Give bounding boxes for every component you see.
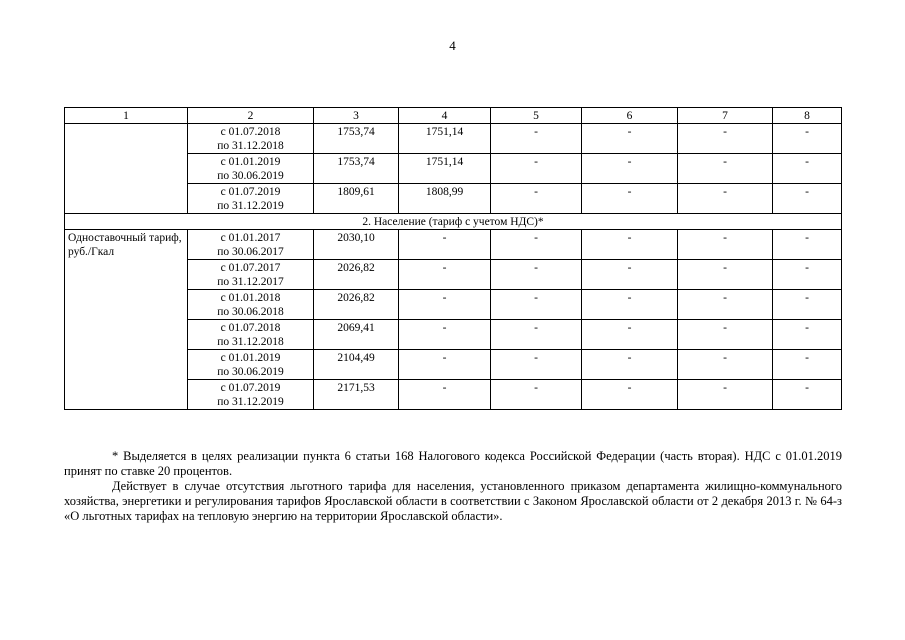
header-cell: 8 — [773, 108, 842, 124]
tariff-table — [64, 107, 842, 410]
value-cell-c6: - — [582, 380, 678, 410]
value-cell-c6: - — [582, 154, 678, 184]
value-cell-c5: - — [491, 230, 582, 260]
value-cell-c7: - — [678, 154, 773, 184]
table-row — [65, 230, 842, 260]
tariff-name-cell: Одноставочный тариф, руб./Гкал — [65, 230, 188, 410]
value-cell-c7: - — [678, 184, 773, 214]
period-cell — [188, 320, 314, 350]
period-cell — [188, 184, 314, 214]
period-cell — [188, 260, 314, 290]
value-cell-c3: 2069,41 — [314, 320, 399, 350]
value-cell-c7: - — [678, 230, 773, 260]
value-cell-c8: - — [773, 124, 842, 154]
table-header-row — [65, 108, 842, 124]
value-cell-c4: - — [399, 230, 491, 260]
period-start: с 01.07.2018 — [220, 126, 281, 138]
value-cell-c7: - — [678, 260, 773, 290]
value-cell-c7: - — [678, 380, 773, 410]
header-cell: 7 — [678, 108, 773, 124]
period-end: по 31.12.2018 — [217, 336, 284, 348]
value-cell-c3: 2104,49 — [314, 350, 399, 380]
value-cell-c3: 2030,10 — [314, 230, 399, 260]
value-cell-c4: - — [399, 380, 491, 410]
value-cell-c6: - — [582, 350, 678, 380]
value-cell-c7: - — [678, 124, 773, 154]
group1-name-cell — [65, 124, 188, 214]
value-cell-c5: - — [491, 184, 582, 214]
header-cell: 3 — [314, 108, 399, 124]
header-cell: 6 — [582, 108, 678, 124]
period-cell — [188, 154, 314, 184]
period-cell — [188, 290, 314, 320]
period-end: по 31.12.2017 — [217, 276, 284, 288]
value-cell-c8: - — [773, 184, 842, 214]
value-cell-c3: 1753,74 — [314, 124, 399, 154]
period-start: с 01.01.2019 — [220, 352, 281, 364]
period-start: с 01.01.2017 — [220, 232, 281, 244]
table-row — [65, 124, 842, 154]
period-end: по 31.12.2018 — [217, 140, 284, 152]
value-cell-c5: - — [491, 320, 582, 350]
value-cell-c3: 2171,53 — [314, 380, 399, 410]
value-cell-c4: - — [399, 350, 491, 380]
value-cell-c3: 2026,82 — [314, 290, 399, 320]
value-cell-c3: 1809,61 — [314, 184, 399, 214]
period-start: с 01.07.2019 — [220, 382, 281, 394]
value-cell-c8: - — [773, 320, 842, 350]
period-end: по 30.06.2017 — [217, 246, 284, 258]
value-cell-c5: - — [491, 154, 582, 184]
value-cell-c3: 2026,82 — [314, 260, 399, 290]
header-cell: 5 — [491, 108, 582, 124]
period-cell — [188, 380, 314, 410]
value-cell-c8: - — [773, 154, 842, 184]
period-cell — [188, 230, 314, 260]
value-cell-c7: - — [678, 290, 773, 320]
value-cell-c6: - — [582, 230, 678, 260]
page-number: 4 — [449, 38, 456, 53]
value-cell-c4: 1808,99 — [399, 184, 491, 214]
value-cell-c5: - — [491, 124, 582, 154]
value-cell-c8: - — [773, 380, 842, 410]
period-end: по 30.06.2019 — [217, 366, 284, 378]
period-start: с 01.07.2017 — [220, 262, 281, 274]
period-start: с 01.01.2018 — [220, 292, 281, 304]
period-start: с 01.01.2019 — [220, 156, 281, 168]
period-end: по 31.12.2019 — [217, 200, 284, 212]
value-cell-c8: - — [773, 230, 842, 260]
value-cell-c6: - — [582, 290, 678, 320]
value-cell-c6: - — [582, 124, 678, 154]
header-cell: 1 — [65, 108, 188, 124]
value-cell-c5: - — [491, 260, 582, 290]
value-cell-c4: - — [399, 260, 491, 290]
period-cell — [188, 124, 314, 154]
value-cell-c7: - — [678, 320, 773, 350]
section-title: 2. Население (тариф с учетом НДС)* — [65, 214, 842, 230]
value-cell-c6: - — [582, 320, 678, 350]
value-cell-c4: 1751,14 — [399, 154, 491, 184]
footnotes — [64, 449, 842, 524]
value-cell-c7: - — [678, 350, 773, 380]
footnote-benefit: Действует в случае отсутствия льготного тарифа для населения, установленного приказом департамента жилищно-коммунального хозяйства, энергетики и регулирования тарифов Ярославской области в соответствии с Законом Ярославской области от 2 декабря 2013 г. № 64-з «О льготных тарифах на тепловую энергию на территории Ярославской области». — [64, 479, 842, 523]
header-cell: 2 — [188, 108, 314, 124]
section-row — [65, 214, 842, 230]
value-cell-c5: - — [491, 290, 582, 320]
value-cell-c8: - — [773, 350, 842, 380]
period-cell — [188, 350, 314, 380]
period-start: с 01.07.2019 — [220, 186, 281, 198]
period-start: с 01.07.2018 — [220, 322, 281, 334]
period-end: по 31.12.2019 — [217, 396, 284, 408]
value-cell-c5: - — [491, 350, 582, 380]
header-cell: 4 — [399, 108, 491, 124]
value-cell-c4: - — [399, 290, 491, 320]
value-cell-c6: - — [582, 184, 678, 214]
value-cell-c8: - — [773, 260, 842, 290]
period-end: по 30.06.2019 — [217, 170, 284, 182]
value-cell-c4: - — [399, 320, 491, 350]
value-cell-c6: - — [582, 260, 678, 290]
value-cell-c3: 1753,74 — [314, 154, 399, 184]
period-end: по 30.06.2018 — [217, 306, 284, 318]
value-cell-c8: - — [773, 290, 842, 320]
value-cell-c4: 1751,14 — [399, 124, 491, 154]
value-cell-c5: - — [491, 380, 582, 410]
footnote-vat: * Выделяется в целях реализации пункта 6 статьи 168 Налогового кодекса Российской Федерации (часть вторая). НДС с 01.01.2019 принят по ставке 20 процентов. — [64, 449, 842, 478]
